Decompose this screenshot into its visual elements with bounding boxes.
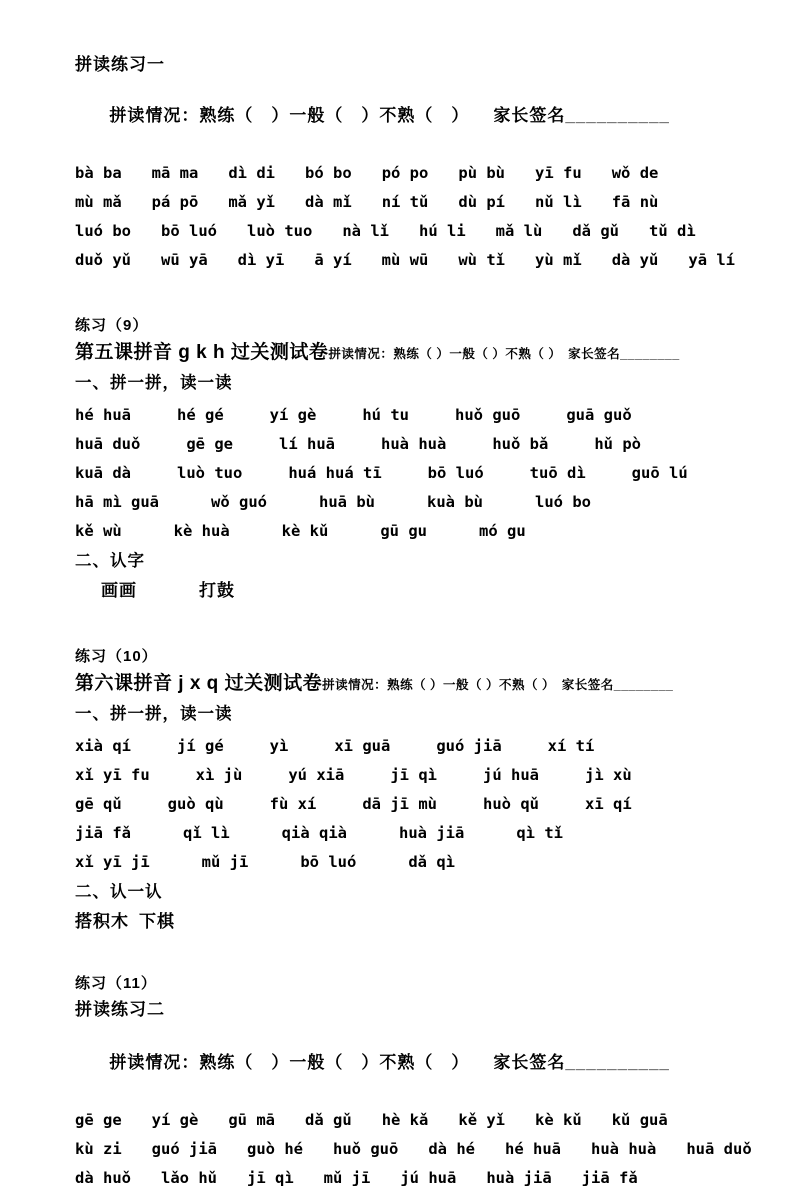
signature-line: 家长签名__________ bbox=[493, 1053, 670, 1072]
pinyin-rows bbox=[75, 1106, 752, 1193]
pinyin-word: dā jī mù bbox=[362, 795, 437, 813]
pinyin-word: hé gé bbox=[177, 406, 224, 424]
pinyin-word: hǔ pò bbox=[594, 435, 641, 453]
pinyin-word: mǔ jī bbox=[201, 853, 249, 871]
section-exercise10 bbox=[75, 646, 738, 935]
status-text: 拼读情况：熟练（ ）一般（ ）不熟（ ） bbox=[109, 1053, 470, 1072]
pinyin-row bbox=[75, 517, 738, 546]
pinyin-word: nà lǐ bbox=[342, 222, 389, 240]
pinyin-word: pù bù bbox=[458, 164, 506, 182]
pinyin-row bbox=[75, 401, 738, 430]
signature-line: 家长签名__________ bbox=[493, 106, 670, 125]
pinyin-word: xì jù bbox=[195, 766, 243, 784]
pinyin-word: gē qǔ bbox=[75, 795, 122, 813]
pinyin-word: mā ma bbox=[151, 164, 199, 182]
pinyin-word: gē ge bbox=[186, 435, 233, 453]
pinyin-word: yù mǐ bbox=[535, 251, 582, 269]
recognize-word: 下棋 bbox=[139, 912, 175, 931]
pinyin-word: jī qì bbox=[390, 766, 437, 784]
pinyin-word: wǒ guó bbox=[211, 493, 267, 511]
pinyin-word: jú huā bbox=[483, 766, 539, 784]
pinyin-word: jì xù bbox=[585, 766, 632, 784]
exercise-title-line bbox=[75, 339, 738, 368]
pinyin-word: huā duǒ bbox=[75, 435, 141, 453]
pinyin-word: mù mǎ bbox=[75, 193, 122, 211]
pinyin-row bbox=[75, 732, 738, 761]
pinyin-word: xǐ yī jī bbox=[75, 853, 150, 871]
pinyin-word: yā lí bbox=[688, 251, 736, 269]
pinyin-word: guō lú bbox=[631, 464, 688, 482]
pinyin-word: jiā fǎ bbox=[581, 1169, 638, 1187]
pinyin-word: dǎ gǔ bbox=[305, 1111, 352, 1129]
part1-header: 一、拼一拼，读一读 bbox=[75, 374, 233, 392]
recognize-words bbox=[75, 908, 738, 935]
pinyin-rows bbox=[75, 732, 738, 877]
pinyin-word: pó po bbox=[381, 164, 429, 182]
pinyin-word: yí gè bbox=[151, 1111, 199, 1129]
pinyin-word: dà yǔ bbox=[611, 251, 659, 269]
pinyin-word: xǐ yī fu bbox=[75, 766, 150, 784]
pinyin-word: luò tuo bbox=[177, 464, 243, 482]
pinyin-word: kǔ guā bbox=[611, 1111, 668, 1129]
pinyin-word: huá huá tī bbox=[288, 464, 382, 482]
pinyin-word: huǒ guō bbox=[333, 1140, 399, 1158]
part2-header: 二、认一认 bbox=[75, 883, 163, 901]
pinyin-word: mǎ lù bbox=[495, 222, 543, 240]
status-text: 拼读情况：熟练（ ）一般（ ）不熟（ ） bbox=[109, 106, 470, 125]
pinyin-word: dà huǒ bbox=[75, 1169, 131, 1187]
pinyin-word: kě yǐ bbox=[458, 1111, 506, 1129]
pinyin-word: kuā dà bbox=[75, 464, 131, 482]
pinyin-word: kè kǔ bbox=[281, 522, 329, 540]
pinyin-word: yú xiā bbox=[288, 766, 345, 784]
pinyin-word: qià qià bbox=[281, 824, 347, 842]
pinyin-rows bbox=[75, 159, 738, 275]
pinyin-row bbox=[75, 790, 738, 819]
recognize-word: 画画 bbox=[101, 581, 137, 600]
exercise-status-inline: 拼读情况：熟练（ ）一般（ ）不熟（ ） 家长签名________ bbox=[322, 678, 674, 692]
pinyin-word: kè kǔ bbox=[535, 1111, 582, 1129]
section-exercise11 bbox=[75, 973, 752, 1193]
exercise-title-line bbox=[75, 670, 738, 699]
pinyin-word: dù pí bbox=[458, 193, 506, 211]
pinyin-word: dì di bbox=[228, 164, 276, 182]
pinyin-word: xī qí bbox=[585, 795, 632, 813]
pinyin-word: xià qí bbox=[75, 737, 131, 755]
exercise-title: 第五课拼音 g k h 过关测试卷 bbox=[75, 342, 329, 363]
section-exercise9 bbox=[75, 315, 738, 604]
section-title: 拼读练习二 bbox=[75, 1000, 165, 1019]
pinyin-row bbox=[75, 1135, 752, 1164]
pinyin-word: jú huā bbox=[400, 1169, 457, 1187]
pinyin-word: huà huà bbox=[381, 435, 447, 453]
pinyin-word: xī guā bbox=[334, 737, 391, 755]
pinyin-word: dà mǐ bbox=[305, 193, 352, 211]
pinyin-word: hú li bbox=[419, 222, 466, 240]
pinyin-word: hé huā bbox=[75, 406, 131, 424]
pinyin-word: xí tí bbox=[547, 737, 595, 755]
pinyin-word: dǎ qì bbox=[408, 853, 455, 871]
pinyin-word: huā duǒ bbox=[686, 1140, 752, 1158]
part1-header: 一、拼一拼，读一读 bbox=[75, 705, 233, 723]
pinyin-row bbox=[75, 459, 738, 488]
pinyin-word: gū mā bbox=[228, 1111, 276, 1129]
pinyin-word: qì tǐ bbox=[516, 824, 563, 842]
pinyin-word: gū gu bbox=[380, 522, 428, 540]
pinyin-word: mó gu bbox=[479, 522, 526, 540]
exercise-status-inline: 拼读情况：熟练（ ）一般（ ）不熟（ ） 家长签名________ bbox=[328, 347, 680, 361]
exercise-label: 练习（9） bbox=[75, 317, 149, 334]
pinyin-word: jí gé bbox=[177, 737, 224, 755]
pinyin-word: huà huà bbox=[591, 1140, 657, 1158]
pinyin-word: bó bo bbox=[305, 164, 352, 182]
status-line bbox=[75, 77, 738, 155]
pinyin-word: bō luó bbox=[300, 853, 357, 871]
pinyin-word: wū yā bbox=[161, 251, 208, 269]
pinyin-word: bà ba bbox=[75, 164, 122, 182]
pinyin-word: huǒ bǎ bbox=[492, 435, 549, 453]
pinyin-word: guó jiā bbox=[436, 737, 502, 755]
pinyin-word: dì yī bbox=[237, 251, 285, 269]
pinyin-word: bō luó bbox=[161, 222, 217, 240]
recognize-word: 搭积木 bbox=[75, 912, 129, 931]
pinyin-word: lí huā bbox=[279, 435, 335, 453]
status-line bbox=[75, 1024, 738, 1102]
pinyin-row bbox=[75, 246, 738, 275]
pinyin-word: lǎo hǔ bbox=[161, 1169, 217, 1187]
pinyin-row bbox=[75, 1164, 738, 1193]
exercise-label: 练习（11） bbox=[75, 975, 157, 992]
pinyin-word: pá pō bbox=[151, 193, 199, 211]
pinyin-row bbox=[75, 819, 738, 848]
pinyin-word: huǒ guō bbox=[455, 406, 521, 424]
pinyin-word: huā bù bbox=[319, 493, 375, 511]
pinyin-row bbox=[75, 488, 738, 517]
pinyin-word: ā yí bbox=[314, 251, 352, 269]
pinyin-word: dà hé bbox=[428, 1140, 475, 1158]
pinyin-word: dǎ gǔ bbox=[572, 222, 620, 240]
exercise-title: 第六课拼音 j x q 过关测试卷 bbox=[75, 673, 323, 694]
pinyin-word: yī fu bbox=[535, 164, 582, 182]
pinyin-word: hú tu bbox=[362, 406, 410, 424]
pinyin-word: ní tǔ bbox=[381, 193, 429, 211]
pinyin-word: qǐ lì bbox=[183, 824, 230, 842]
pinyin-word: tuō dì bbox=[529, 464, 586, 482]
pinyin-word: bō luó bbox=[427, 464, 484, 482]
pinyin-word: hā mì guā bbox=[75, 493, 159, 511]
pinyin-row bbox=[75, 430, 738, 459]
pinyin-word: kuà bù bbox=[427, 493, 483, 511]
pinyin-word: kè huà bbox=[173, 522, 230, 540]
pinyin-word: hé huā bbox=[505, 1140, 561, 1158]
pinyin-row bbox=[75, 848, 738, 877]
section-title: 拼读练习一 bbox=[75, 55, 165, 74]
pinyin-word: huà jiā bbox=[399, 824, 465, 842]
pinyin-word: guò hé bbox=[247, 1140, 303, 1158]
pinyin-word: hè kǎ bbox=[381, 1111, 429, 1129]
pinyin-word: guò qù bbox=[167, 795, 224, 813]
pinyin-word: yí gè bbox=[269, 406, 317, 424]
pinyin-word: kě wù bbox=[75, 522, 122, 540]
pinyin-word: mǔ jī bbox=[323, 1169, 371, 1187]
pinyin-word: huò qǔ bbox=[483, 795, 539, 813]
pinyin-word: wǒ de bbox=[611, 164, 659, 182]
pinyin-word: jī qì bbox=[247, 1169, 294, 1187]
pinyin-word: luó bo bbox=[535, 493, 591, 511]
part2-header: 二、认字 bbox=[75, 552, 145, 570]
section-practice1 bbox=[75, 52, 738, 275]
pinyin-word: nǔ lì bbox=[535, 193, 582, 211]
pinyin-row bbox=[75, 1106, 738, 1135]
pinyin-row bbox=[75, 188, 738, 217]
pinyin-word: fù xí bbox=[269, 795, 317, 813]
pinyin-row bbox=[75, 159, 738, 188]
pinyin-word: huà jiā bbox=[486, 1169, 552, 1187]
pinyin-word: yì bbox=[269, 737, 289, 755]
pinyin-word: fā nù bbox=[611, 193, 659, 211]
pinyin-word: duǒ yǔ bbox=[75, 251, 131, 269]
pinyin-word: wù tǐ bbox=[458, 251, 506, 269]
pinyin-word: luó bo bbox=[75, 222, 131, 240]
pinyin-rows bbox=[75, 401, 738, 546]
pinyin-word: jiā fǎ bbox=[75, 824, 131, 842]
pinyin-word: guā guǒ bbox=[566, 406, 632, 424]
pinyin-row bbox=[75, 761, 738, 790]
exercise-label: 练习（10） bbox=[75, 648, 158, 665]
pinyin-word: mǎ yǐ bbox=[228, 193, 276, 211]
pinyin-word: luò tuo bbox=[247, 222, 313, 240]
recognize-words bbox=[75, 577, 738, 604]
pinyin-word: mù wū bbox=[381, 251, 429, 269]
pinyin-word: guó jiā bbox=[151, 1140, 217, 1158]
pinyin-row bbox=[75, 217, 738, 246]
recognize-word: 打鼓 bbox=[199, 581, 235, 600]
pinyin-word: kù zi bbox=[75, 1140, 122, 1158]
pinyin-word: tǔ dì bbox=[649, 222, 696, 240]
pinyin-word: gē ge bbox=[75, 1111, 122, 1129]
